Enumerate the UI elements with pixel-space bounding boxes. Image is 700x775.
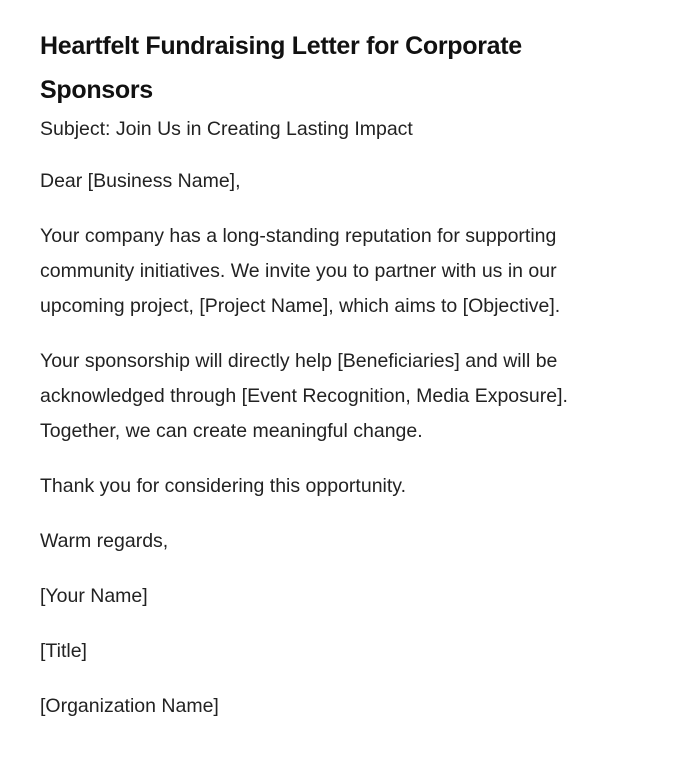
letter-title: Heartfelt Fundraising Letter for Corporate Sponsors bbox=[40, 32, 522, 104]
signature-title: [Title] bbox=[40, 640, 87, 662]
signature-organization: [Organization Name] bbox=[40, 695, 219, 717]
thanks-line: Thank you for considering this opportunity. bbox=[40, 475, 407, 497]
signature-name: [Your Name] bbox=[40, 585, 148, 607]
salutation: Dear [Business Name], bbox=[40, 170, 241, 192]
closing: Warm regards, bbox=[40, 530, 169, 552]
body-paragraph: Your sponsorship will directly help [Beneficiaries] and will be acknowledged through [Event Recognition, Media Exposure]. Together, we can create meaningful change. bbox=[40, 350, 568, 442]
subject-line: Subject: Join Us in Creating Lasting Impact bbox=[40, 118, 413, 140]
body-paragraph: Your company has a long-standing reputation for supporting community initiatives. We invite you to partner with us in our upcoming project, [Project Name], which aims to [Objective]. bbox=[40, 225, 561, 317]
